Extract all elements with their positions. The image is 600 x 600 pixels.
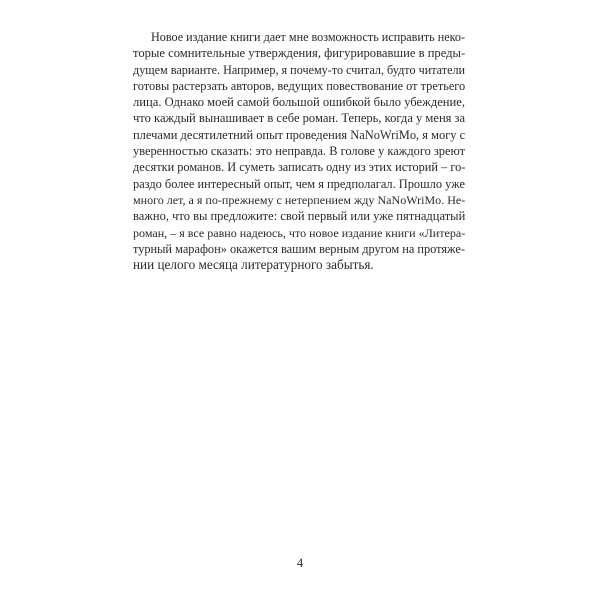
paragraph-line: нии целого месяца литературного забытья. (133, 257, 374, 273)
paragraph-line: турный марафон» окажется вашим верным другом на протяже- (133, 241, 465, 256)
paragraph-line: готовы растерзать авторов, ведущих повествование от третьего (133, 78, 466, 93)
paragraph-line: уверенностью сказать: это неправда. В голове у каждого зреют (133, 144, 465, 159)
paragraph-line: десятки романов. И суметь записать одну из этих историй – го- (133, 160, 466, 175)
body-paragraph (133, 29, 465, 273)
paragraph-line: что каждый вынашивает в себе роман. Теперь, когда у меня за (133, 111, 466, 126)
paragraph-line: важно, что вы предложите: свой первый или уже пятнадцатый (133, 209, 466, 224)
paragraph-line: много лет, а я по-прежнему с нетерпением жду NaNoWriMo. Не- (133, 192, 466, 207)
paragraph-line: раздо более интересный опыт, чем я предполагал. Прошло уже (133, 176, 465, 191)
paragraph-line: роман, – я все равно надеюсь, что новое издание книги «Литера- (133, 225, 466, 240)
paragraph-line: Новое издание книги дает мне возможность исправить неко- (151, 30, 466, 44)
paragraph-line: торые сомнительные утверждения, фигурировавшие в преды- (133, 46, 466, 61)
paragraph-line: плечами десятилетний опыт проведения NaNoWriMo, я могу с (133, 127, 466, 142)
page-number: 4 (296, 556, 304, 570)
paragraph-line: дущем варианте. Например, я почему-то считал, будто читатели (133, 62, 466, 77)
paragraph-line: лица. Однако моей самой большой ошибкой было убеждение, (133, 95, 465, 110)
